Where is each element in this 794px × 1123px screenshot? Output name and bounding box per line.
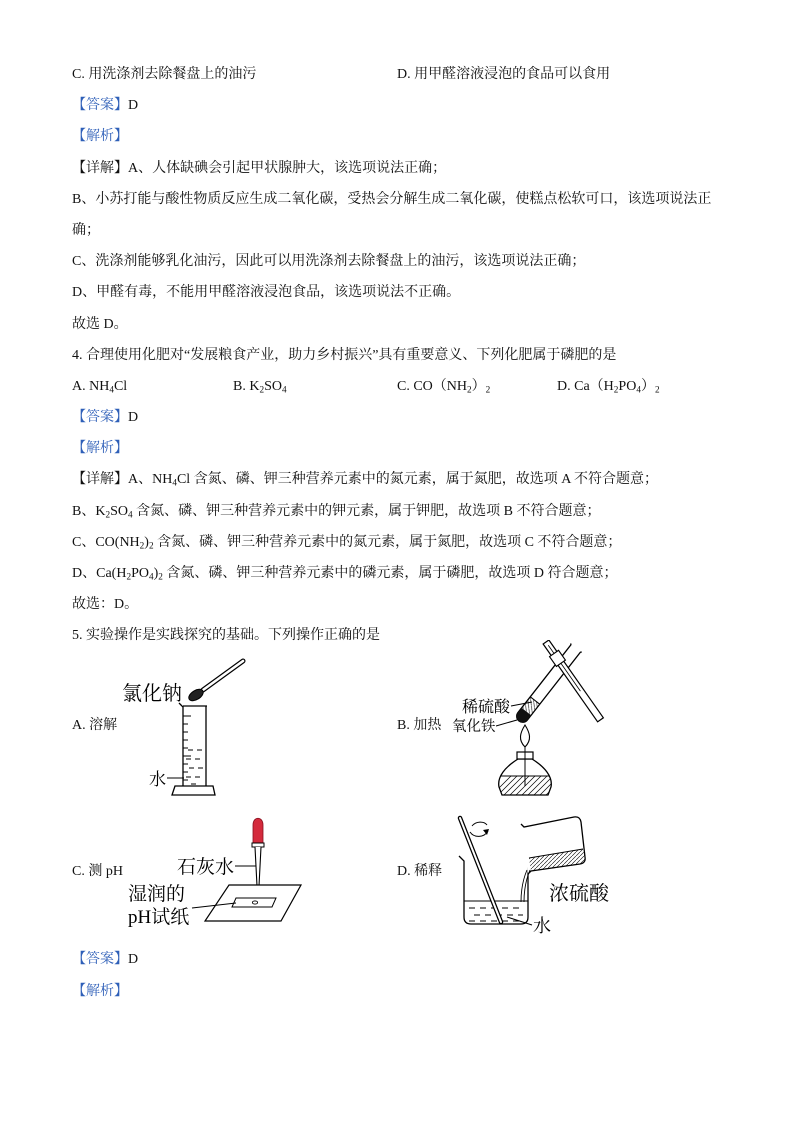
answer-value: D [128,410,139,426]
answer-tag: 【答案】 [72,410,128,426]
text-run: ) [153,566,159,581]
q4-conclusion: 故选：D。 [72,597,139,613]
ph-paper-icon [205,885,301,921]
analysis-tag: 【解析】 [72,984,128,1000]
detail-text [72,566,618,581]
q3-conclusion: 故选 D。 [72,316,128,332]
text-run: A、NH [128,472,173,488]
q4-detail-line [72,527,732,558]
detail-text [128,472,658,487]
text-run: ） [471,378,486,394]
figure-c-ph-test [128,818,301,928]
text-run: D. Ca（H [557,378,614,394]
figure-label-sodium-chloride: 氯化钠 [122,683,182,705]
figure-label-limewater: 石灰水 [177,857,235,878]
q5-answer [72,944,138,975]
figure-a-dissolving [122,661,243,795]
text-run: C. CO（NH [397,378,468,394]
detail-tag: 【详解】 [72,160,128,176]
figure-label-water: 水 [533,916,551,936]
q4-analysis [72,433,732,464]
subscript: 4 [172,477,177,488]
figure-label-ph-paper: pH试纸 [128,907,190,928]
subscript: 2 [158,571,163,582]
subscript: 2 [126,571,132,582]
q3-detail-line: B、小苏打能与酸性物质反应生成二氧化碳，受热会分解生成二氧化碳，使糕点松软可口，该选项说法正 [72,191,712,207]
spoon-icon [187,661,243,703]
q3-option-d: D. 用甲醛溶液浸泡的食品可以食用 [397,67,611,82]
figure-b-heating [452,640,605,797]
q4-option-b [233,371,287,402]
q4-detail-line [72,464,732,495]
q4-options-row [72,371,732,402]
q5-option-b-label: B. 加热 [397,718,442,733]
q3-options-row [72,59,732,90]
q3-option-c: C. 用洗涤剂去除餐盘上的油污 [72,67,257,82]
q5-analysis [72,976,128,1007]
text-run: A. NH [72,378,110,394]
q5-stem: 5. 实验操作是实践探究的基础。下列操作正确的是 [72,628,380,644]
q3-detail-line: C、洗涤剂能够乳化油污，因此可以用洗涤剂去除餐盘上的油污，该选项说法正确； [72,254,586,270]
q3-detail-line [72,153,732,184]
subscript: 2 [654,384,660,395]
text-run: ） [640,378,655,394]
figure-label-iron-oxide: 氧化铁 [452,719,496,735]
subscript: 2 [467,384,472,395]
detail-text [72,504,600,519]
q3-detail-line: 确； [72,222,100,238]
flame-icon [520,725,529,747]
subscript: 4 [636,384,641,395]
subscript: 4 [127,508,133,519]
text-run: D、Ca(H [72,566,127,581]
answer-value: D [128,952,139,968]
graduated-cylinder-icon [172,703,215,795]
subscript: 4 [281,384,287,395]
detail-tag: 【详解】 [72,472,128,488]
text-run: B. K [233,378,260,394]
beaker-icon [459,856,528,924]
text-run: 含氮、磷、钾三种营养元素中的氮元素，属于氮肥，故选项 C 不符合题意； [153,534,622,550]
q3-analysis [72,121,732,152]
detail-text: A、人体缺碘会引起甲状腺肿大，该选项说法正确； [128,160,447,176]
q5-option-c-label: C. 测 pH [72,864,123,879]
subscript: 2 [259,384,265,395]
figure-label-dilute-sulfuric-acid: 稀硫酸 [462,699,511,716]
q5-figures [0,640,794,940]
q4-stem: 4. 合理使用化肥对“发展粮食产业，助力乡村振兴”具有重要意义、下列化肥属于磷肥的是 [72,347,617,363]
figure-label-water: 水 [149,770,166,789]
text-run: C、CO(NH [72,534,140,550]
analysis-tag: 【解析】 [72,441,128,457]
q4-option-a [72,371,127,402]
q3-detail-line: D、甲醛有毒，不能用甲醛溶液浸泡食品，该选项说法不正确。 [72,285,461,301]
text-flow [72,59,732,652]
text-run: Cl 含氮、磷、钾三种营养元素中的氮元素，属于氮肥，故选项 A 不符合题意； [176,472,659,488]
q4-detail-line [72,558,732,589]
glass-rod-icon [460,818,501,922]
dropper-bulb [253,818,263,844]
q4-detail-line [72,496,732,527]
q4-option-d [557,371,660,402]
text-run: 含氮、磷、钾三种营养元素中的钾元素，属于钾肥，故选项 B 不符合题意； [132,503,601,519]
subscript: 2 [613,384,619,395]
figure-label-concentrated-sulfuric-acid: 浓硫酸 [549,883,609,905]
subscript: 2 [485,384,491,395]
dropper-icon [252,818,264,892]
q4-option-c [397,371,490,402]
detail-text [72,535,621,550]
subscript: 2 [139,540,145,551]
stir-arrow-icon [470,822,489,836]
answer-tag: 【答案】 [72,952,128,968]
text-run: SO [264,378,282,394]
text-run: Cl [113,378,128,394]
text-run: SO [110,503,128,519]
answer-value: D [128,98,139,114]
text-run: B、K [72,503,106,519]
figure-d-diluting [459,817,610,936]
q3-answer [72,90,732,121]
text-run: PO [131,566,149,581]
q4-answer [72,402,732,433]
q5-option-d-label: D. 稀释 [397,864,443,879]
subscript: 2 [105,508,111,519]
answer-tag: 【答案】 [72,98,128,114]
subscript: 4 [148,571,154,582]
figure-label-moistened: 湿润的 [128,884,186,905]
text-run: ) [144,534,149,550]
text-run: 含氮、磷、钾三种营养元素中的磷元素，属于磷肥，故选项 D 符合题意； [162,566,618,581]
analysis-tag: 【解析】 [72,129,128,145]
q5-option-a-label: A. 溶解 [72,718,118,733]
alcohol-lamp-icon [490,725,566,797]
subscript: 2 [148,540,154,551]
subscript: 4 [109,384,114,395]
text-run: PO [618,378,637,394]
